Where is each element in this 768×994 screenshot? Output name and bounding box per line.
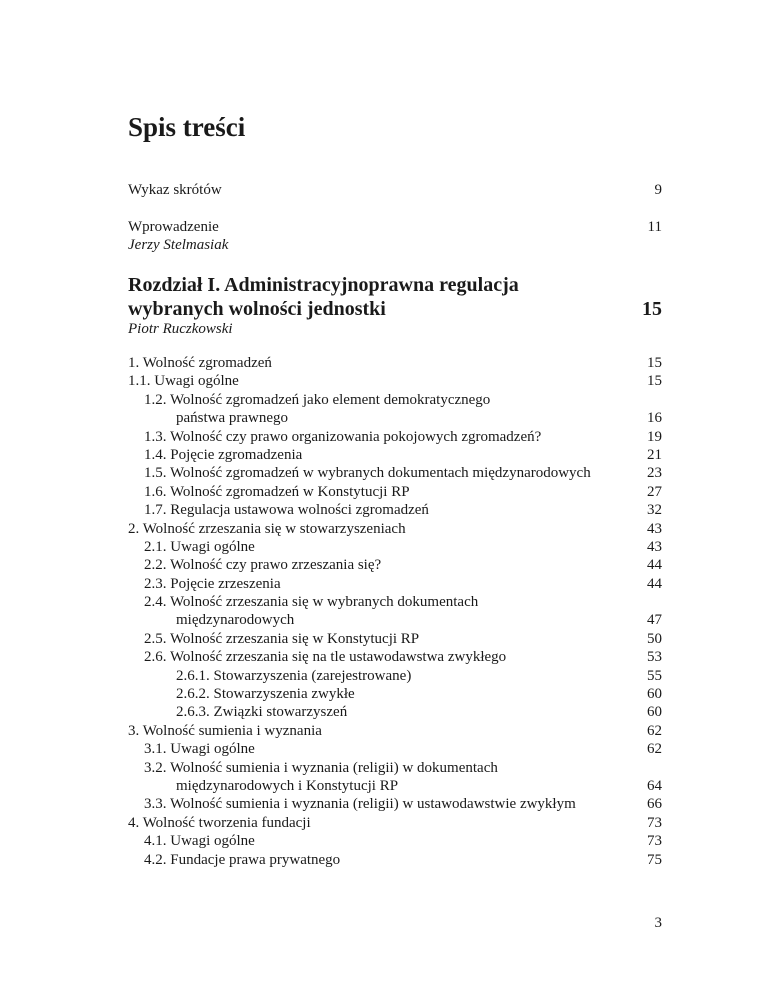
page-number: 3	[654, 915, 662, 931]
toc-entry-page: 43	[647, 538, 662, 555]
toc-entry-page: 27	[647, 483, 662, 500]
toc-entry-page: 44	[647, 575, 662, 592]
toc-entry-page: 47	[647, 612, 662, 629]
toc-entry-title: 1.6. Wolność zgromadzeń w Konstytucji RP	[144, 483, 410, 500]
toc-entry[interactable]	[128, 851, 662, 869]
toc-entry[interactable]	[128, 575, 662, 593]
toc-entry-title: międzynarodowych i Konstytucji RP	[176, 777, 399, 794]
toc-entry-page: 21	[647, 446, 662, 463]
toc-entry-title: 1.1. Uwagi ogólne	[128, 373, 239, 390]
toc-entry[interactable]	[128, 556, 662, 574]
toc-entry-title: 2.2. Wolność czy prawo zrzeszania się?	[144, 557, 382, 574]
chapter-title-line1: Rozdział I. Administracyjnoprawna regulacja	[128, 274, 519, 296]
toc-front-label: Wykaz skrótów	[128, 182, 222, 198]
toc-entry-page: 44	[647, 557, 662, 574]
toc-entry-title: 1.4. Pojęcie zgromadzenia	[144, 446, 303, 463]
toc-entry-title: 1.2. Wolność zgromadzeń jako element demokratycznego	[144, 391, 491, 408]
toc-entry-title: 2.6.1. Stowarzyszenia (zarejestrowane)	[176, 667, 412, 684]
toc-entry-page: 55	[647, 667, 662, 684]
toc-entry-title: 2.3. Pojęcie zrzeszenia	[144, 575, 281, 592]
toc-entry-title: 3.3. Wolność sumienia i wyznania (religii) w ustawodawstwie zwykłym	[144, 796, 576, 813]
toc-entry[interactable]	[128, 611, 662, 629]
toc-entry-page: 60	[647, 704, 662, 721]
toc-entry[interactable]	[128, 648, 662, 666]
toc-entry[interactable]	[128, 832, 662, 850]
toc-entry[interactable]	[128, 759, 662, 777]
toc-entry-page: 19	[647, 428, 662, 445]
toc-entry-title: 2.4. Wolność zrzeszania się w wybranych dokumentach	[144, 594, 479, 611]
toc-entry-page: 73	[647, 833, 662, 850]
toc-front-author: Jerzy Stelmasiak	[128, 237, 229, 253]
toc-entry-title: 4.2. Fundacje prawa prywatnego	[144, 851, 341, 868]
toc-entry[interactable]	[128, 391, 662, 409]
toc-entry-title: 1.3. Wolność czy prawo organizowania pokojowych zgromadzeń?	[144, 428, 542, 445]
toc-entry[interactable]	[128, 795, 662, 813]
chapter-title-line2: wybranych wolności jednostki	[128, 298, 386, 320]
toc-entry-page: 23	[647, 465, 662, 482]
toc-entry[interactable]	[128, 464, 662, 482]
toc-entry[interactable]	[128, 722, 662, 740]
toc-entry-title: 3.1. Uwagi ogólne	[144, 741, 255, 758]
toc-entry[interactable]	[128, 814, 662, 832]
toc-entry-page: 60	[647, 686, 662, 703]
toc-entry[interactable]	[128, 593, 662, 611]
toc-entry-page: 64	[647, 777, 662, 794]
toc-entry-title: 3. Wolność sumienia i wyznania	[128, 722, 322, 739]
toc-entry[interactable]	[128, 667, 662, 685]
toc-entry-page: 73	[647, 814, 662, 831]
toc-entry[interactable]	[128, 428, 662, 446]
toc-entry[interactable]	[128, 501, 662, 519]
toc-entry-title: państwa prawnego	[176, 410, 289, 427]
toc-entry-page: 62	[647, 722, 662, 739]
toc-entry-page: 75	[647, 851, 662, 868]
toc-entry-title: 2.1. Uwagi ogólne	[144, 538, 255, 555]
toc-entry-page: 43	[647, 520, 662, 537]
toc-entry-page: 15	[647, 355, 662, 371]
toc-entry-title: 2.5. Wolność zrzeszania się w Konstytucji RP	[144, 630, 420, 647]
toc-entry-title: 2. Wolność zrzeszania się w stowarzyszeniach	[128, 520, 406, 537]
toc-entry[interactable]	[128, 703, 662, 721]
toc-entry-page: 62	[647, 741, 662, 758]
toc-entry[interactable]	[128, 520, 662, 538]
toc-entry-title: 1.7. Regulacja ustawowa wolności zgromadzeń	[144, 502, 429, 519]
chapter-page: 15	[642, 298, 662, 320]
toc-entry-title: 3.2. Wolność sumienia i wyznania (religii) w dokumentach	[144, 759, 498, 776]
toc-entry[interactable]	[128, 630, 662, 648]
toc-list	[128, 354, 662, 869]
toc-entry[interactable]	[128, 446, 662, 464]
chapter-author: Piotr Ruczkowski	[128, 321, 233, 337]
toc-front-item[interactable]	[128, 218, 662, 254]
toc-front-item[interactable]	[128, 181, 662, 199]
toc-entry-title: 4.1. Uwagi ogólne	[144, 833, 255, 850]
toc-entry-page: 15	[647, 373, 662, 390]
toc-entry[interactable]	[128, 409, 662, 427]
page-title: Spis treści	[128, 112, 246, 142]
chapter-heading[interactable]	[128, 273, 662, 321]
toc-entry[interactable]	[128, 354, 662, 372]
toc-entry[interactable]	[128, 538, 662, 556]
toc-entry-title: 2.6.2. Stowarzyszenia zwykłe	[176, 686, 355, 703]
toc-entry-page: 32	[647, 502, 662, 519]
toc-entry-page: 50	[647, 630, 662, 647]
toc-entry-title: 4. Wolność tworzenia fundacji	[128, 814, 311, 831]
toc-entry-page: 16	[647, 410, 662, 427]
toc-entry[interactable]	[128, 685, 662, 703]
toc-entry-title: 1.5. Wolność zgromadzeń w wybranych dokumentach międzynarodowych	[144, 465, 591, 482]
toc-entry-page: 66	[647, 796, 662, 813]
toc-entry[interactable]	[128, 372, 662, 390]
toc-front-page: 11	[647, 219, 662, 235]
toc-entry-page: 53	[647, 649, 662, 666]
toc-entry[interactable]	[128, 740, 662, 758]
toc-entry-title: międzynarodowych	[176, 612, 295, 629]
toc-entry[interactable]	[128, 777, 662, 795]
toc-front-page: 9	[654, 182, 662, 198]
toc-entry-title: 2.6. Wolność zrzeszania się na tle ustawodawstwa zwykłego	[144, 649, 507, 666]
toc-entry-title: 2.6.3. Związki stowarzyszeń	[176, 704, 348, 721]
toc-front-label: Wprowadzenie	[128, 219, 219, 235]
toc-entry[interactable]	[128, 483, 662, 501]
toc-entry-title: 1. Wolność zgromadzeń	[128, 355, 272, 371]
